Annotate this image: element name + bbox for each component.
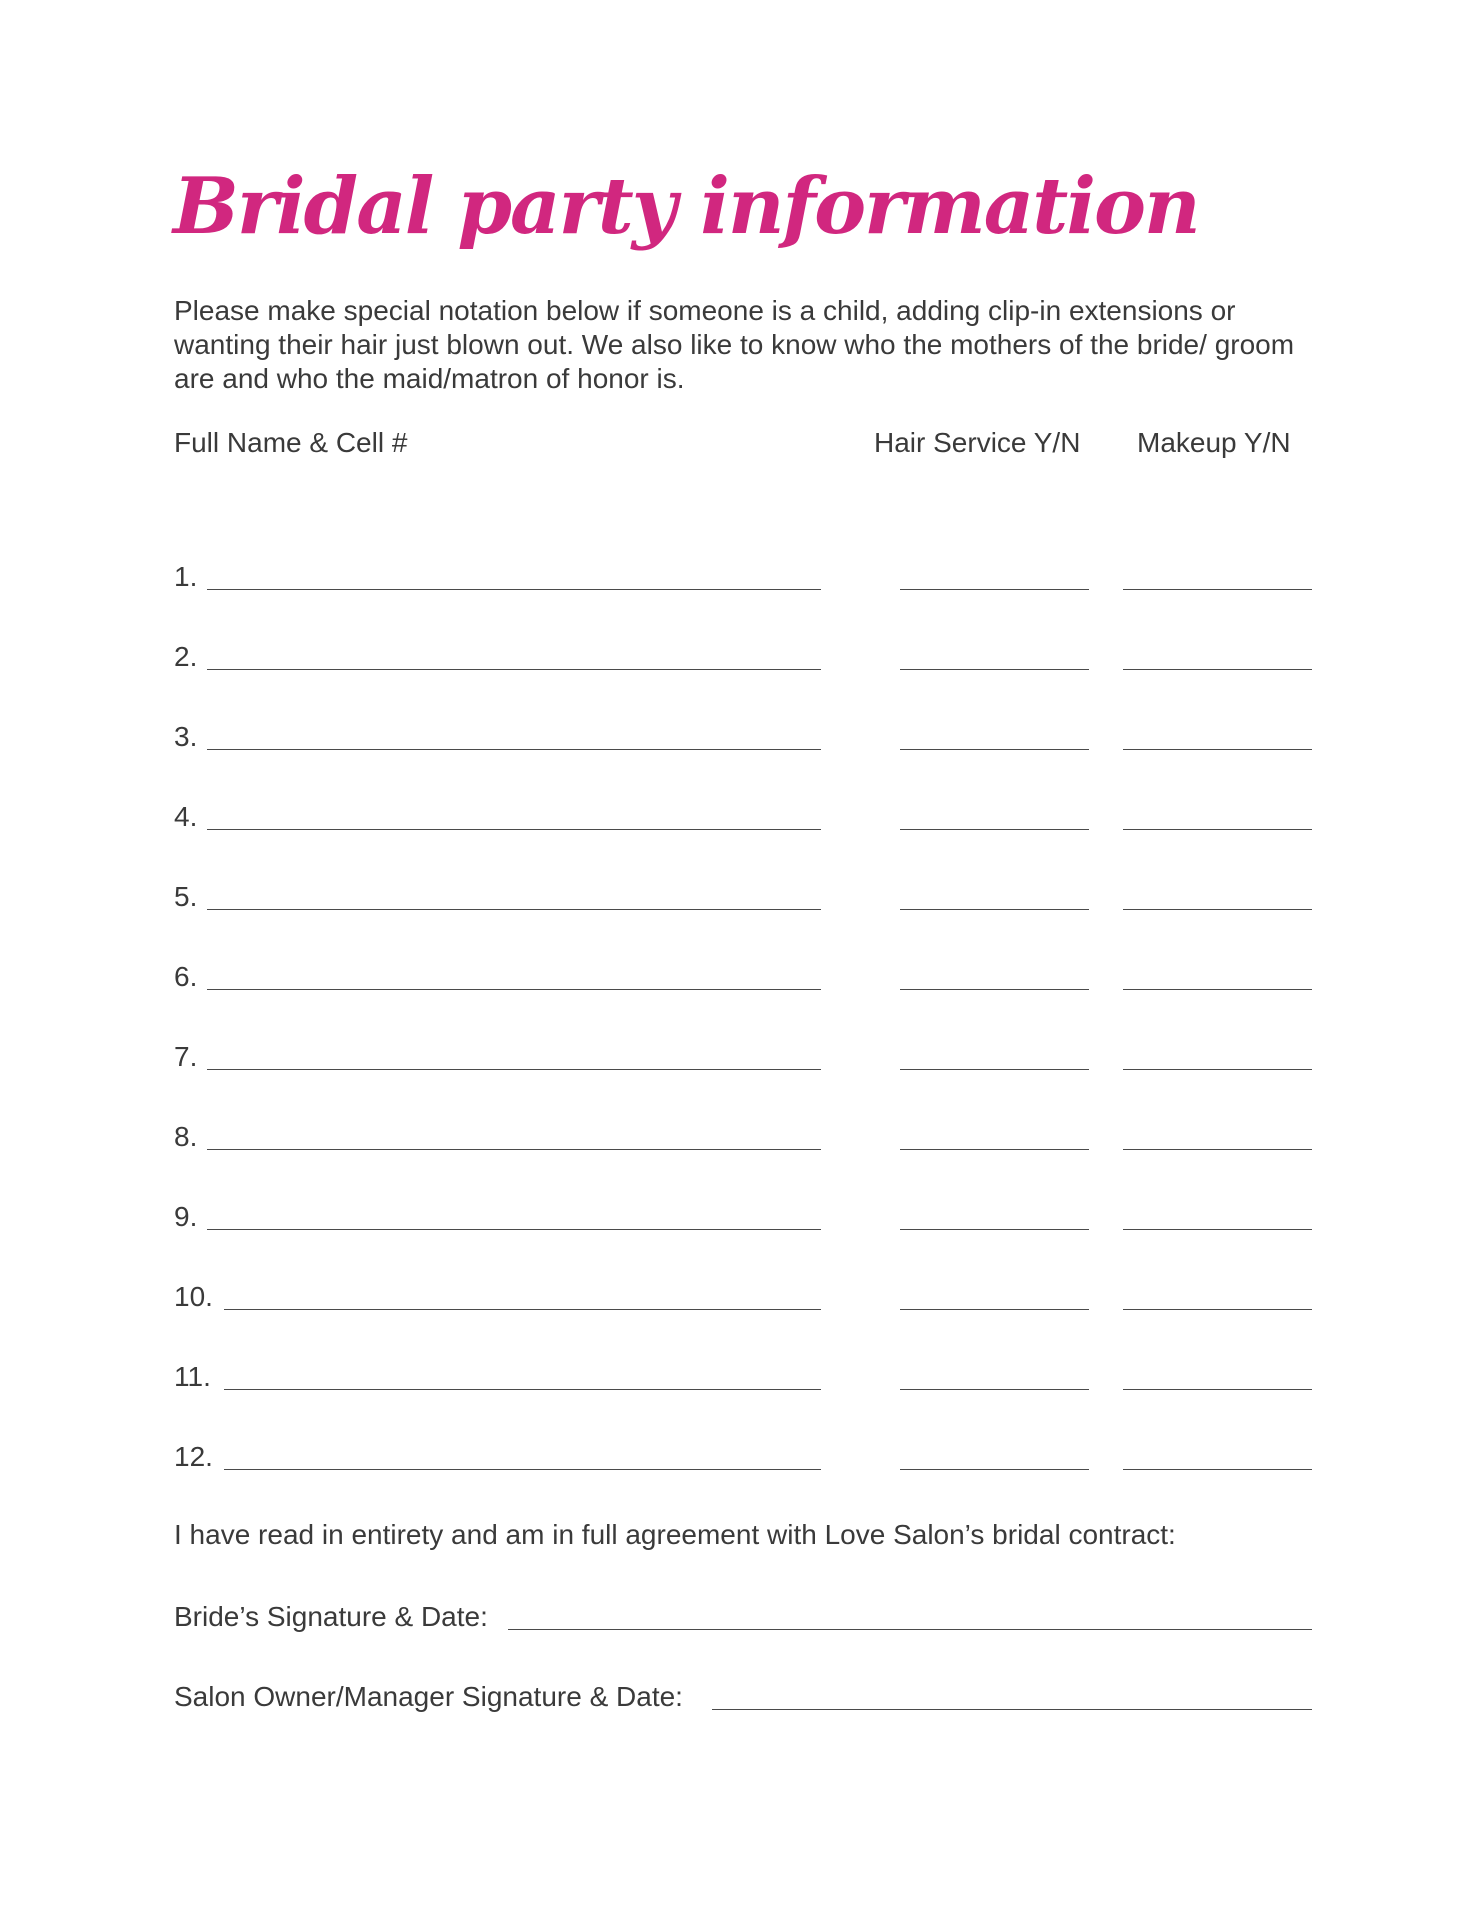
table-row bbox=[0, 874, 1484, 914]
hair-service-line[interactable] bbox=[900, 1389, 1089, 1390]
hair-service-line[interactable] bbox=[900, 669, 1089, 670]
row-number: 12. bbox=[174, 1441, 213, 1472]
table-row bbox=[0, 634, 1484, 674]
name-cell-line[interactable] bbox=[224, 1309, 821, 1310]
table-row bbox=[0, 1274, 1484, 1314]
name-cell-line[interactable] bbox=[207, 749, 821, 750]
name-cell-line[interactable] bbox=[207, 589, 821, 590]
row-number: 7. bbox=[174, 1041, 198, 1072]
hair-service-line[interactable] bbox=[900, 589, 1089, 590]
table-row bbox=[0, 794, 1484, 834]
row-number: 2. bbox=[174, 641, 198, 672]
name-cell-line[interactable] bbox=[224, 1389, 821, 1390]
hair-service-line[interactable] bbox=[900, 749, 1089, 750]
makeup-line[interactable] bbox=[1123, 1389, 1312, 1390]
row-number: 4. bbox=[174, 801, 198, 832]
owner-signature-row bbox=[174, 1674, 1312, 1714]
table-row bbox=[0, 1194, 1484, 1234]
owner-signature-label: Salon Owner/Manager Signature & Date: bbox=[174, 1681, 683, 1712]
row-number: 9. bbox=[174, 1201, 198, 1232]
makeup-line[interactable] bbox=[1123, 1069, 1312, 1070]
name-cell-line[interactable] bbox=[207, 909, 821, 910]
agreement-statement: I have read in entirety and am in full agreement with Love Salon’s bridal contract: bbox=[174, 1519, 1176, 1550]
hair-service-line[interactable] bbox=[900, 1469, 1089, 1470]
owner-signature-line[interactable] bbox=[712, 1709, 1312, 1710]
column-header-name: Full Name & Cell # bbox=[174, 427, 408, 458]
bride-signature-label: Bride’s Signature & Date: bbox=[174, 1601, 488, 1632]
name-cell-line[interactable] bbox=[207, 829, 821, 830]
name-cell-line[interactable] bbox=[207, 669, 821, 670]
makeup-line[interactable] bbox=[1123, 1149, 1312, 1150]
hair-service-line[interactable] bbox=[900, 1069, 1089, 1070]
hair-service-line[interactable] bbox=[900, 909, 1089, 910]
table-row bbox=[0, 554, 1484, 594]
makeup-line[interactable] bbox=[1123, 829, 1312, 830]
row-number: 8. bbox=[174, 1121, 198, 1152]
makeup-line[interactable] bbox=[1123, 1309, 1312, 1310]
intro-paragraph: Please make special notation below if someone is a child, adding clip-in extensions or wanting their hair just blown out. We also like to know who the mothers of the bride/ groom are and who the maid/matron of honor is. bbox=[174, 295, 1295, 394]
bride-signature-row bbox=[174, 1594, 1312, 1634]
makeup-line[interactable] bbox=[1123, 589, 1312, 590]
name-cell-line[interactable] bbox=[207, 989, 821, 990]
row-number: 5. bbox=[174, 881, 198, 912]
row-number: 10. bbox=[174, 1281, 213, 1312]
makeup-line[interactable] bbox=[1123, 749, 1312, 750]
hair-service-line[interactable] bbox=[900, 829, 1089, 830]
row-number: 6. bbox=[174, 961, 198, 992]
table-row bbox=[0, 1354, 1484, 1394]
row-number: 11. bbox=[174, 1361, 211, 1392]
page-title: Bridal party information bbox=[173, 161, 1199, 252]
table-row bbox=[0, 1034, 1484, 1074]
makeup-line[interactable] bbox=[1123, 1229, 1312, 1230]
table-row bbox=[0, 714, 1484, 754]
makeup-line[interactable] bbox=[1123, 1469, 1312, 1470]
column-header-hair: Hair Service Y/N bbox=[874, 427, 1081, 458]
hair-service-line[interactable] bbox=[900, 1229, 1089, 1230]
table-row bbox=[0, 954, 1484, 994]
column-header-makeup: Makeup Y/N bbox=[1137, 427, 1291, 458]
name-cell-line[interactable] bbox=[207, 1149, 821, 1150]
makeup-line[interactable] bbox=[1123, 989, 1312, 990]
bride-signature-line[interactable] bbox=[508, 1629, 1312, 1630]
name-cell-line[interactable] bbox=[207, 1229, 821, 1230]
name-cell-line[interactable] bbox=[224, 1469, 821, 1470]
table-row bbox=[0, 1434, 1484, 1474]
hair-service-line[interactable] bbox=[900, 989, 1089, 990]
table-row bbox=[0, 1114, 1484, 1154]
makeup-line[interactable] bbox=[1123, 909, 1312, 910]
row-number: 3. bbox=[174, 721, 198, 752]
name-cell-line[interactable] bbox=[207, 1069, 821, 1070]
row-number: 1. bbox=[174, 561, 198, 592]
hair-service-line[interactable] bbox=[900, 1149, 1089, 1150]
hair-service-line[interactable] bbox=[900, 1309, 1089, 1310]
makeup-line[interactable] bbox=[1123, 669, 1312, 670]
